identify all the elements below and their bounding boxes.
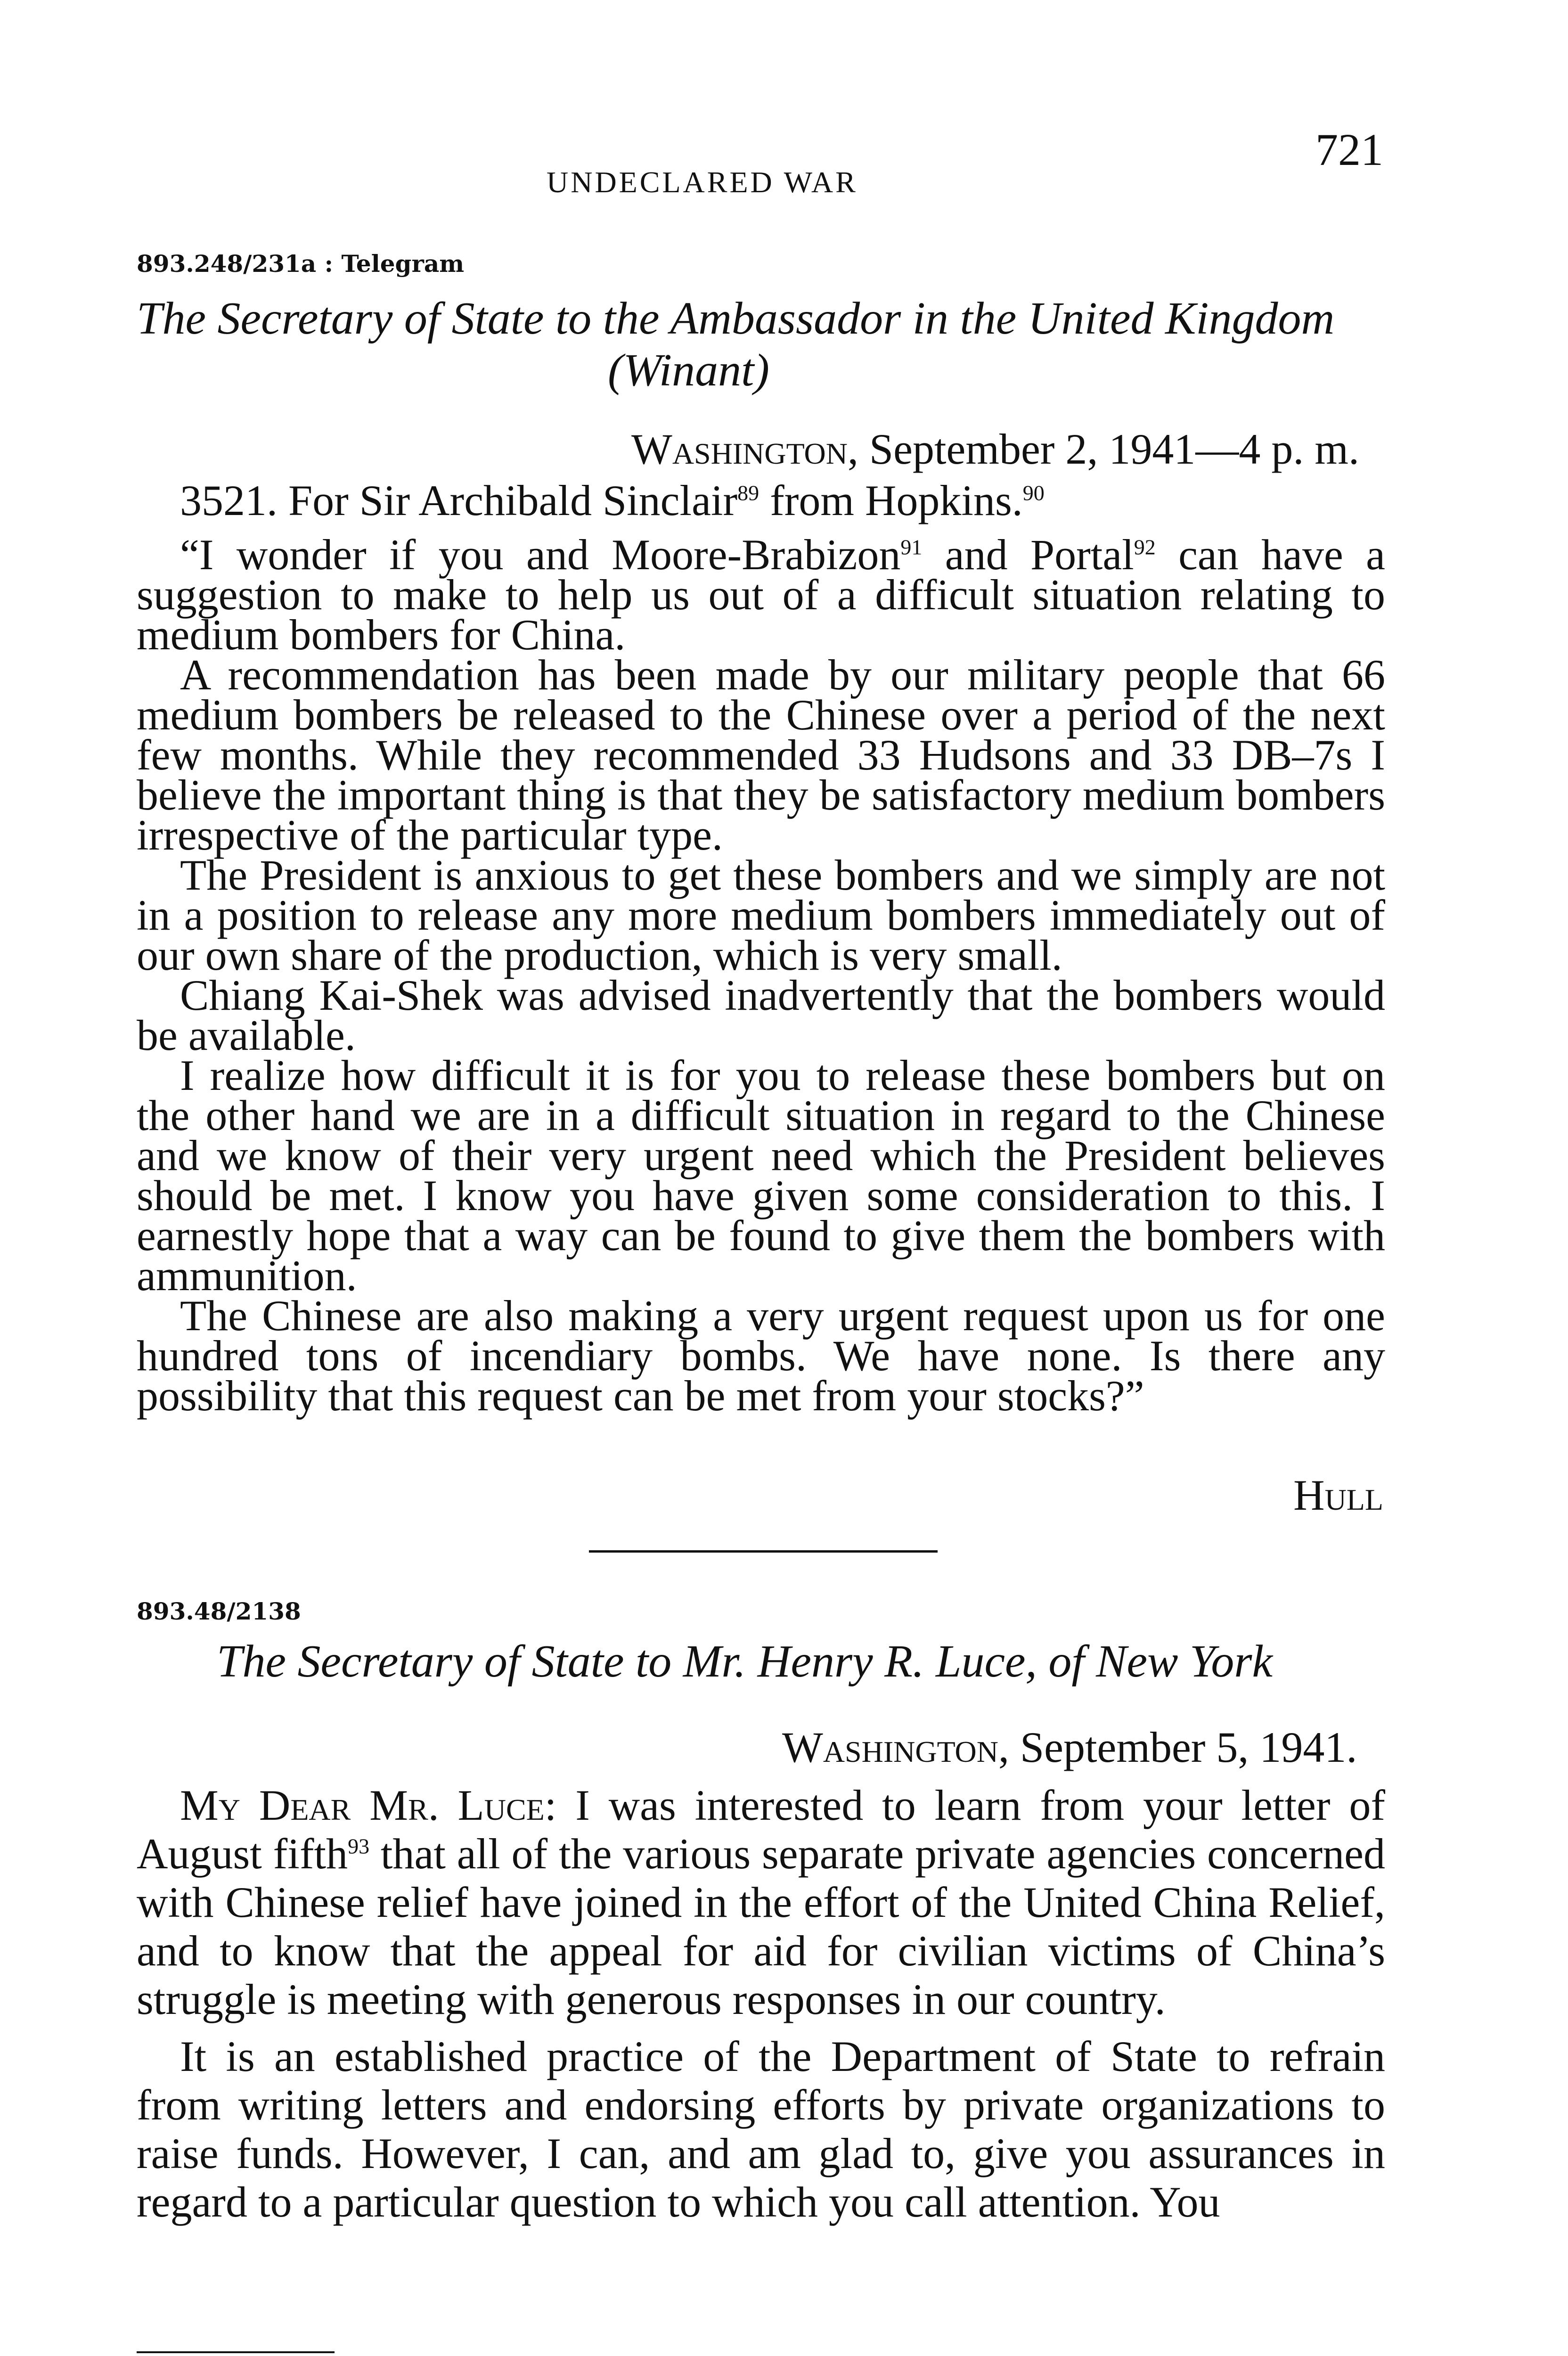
paragraph: The Chinese are also making a very urgent request upon us for one hundred tons of incendiary bombs. We have none. Is there any possibility that this request can be met from your stocks?” xyxy=(137,1292,1385,1420)
text: 3521. For Sir Archibald Sinclair xyxy=(180,476,738,524)
dateline xyxy=(631,424,1359,474)
paragraph: I realize how difficult it is for you to release these bombers but on the other hand we are in a difficult situation in regard to the Chinese and we know of their very urgent need which the President believes should be met. I know you have given some consideration to this. I earnestly hope that a way can be found to give them the bombers with ammunition. xyxy=(137,1051,1385,1300)
text: that all of the various separate private agencies concerned with Chinese relief have joined in the effort of the United China Relief, and to know that the appeal for aid for civilian victims of China’s struggle is meeting with generous responses in our country. xyxy=(137,1830,1385,2023)
footnote-ref: 89 xyxy=(737,481,760,505)
text: and Portal xyxy=(922,531,1134,579)
dateline xyxy=(782,1722,1357,1772)
dateline-place: Washington xyxy=(631,425,848,473)
paragraph: Chiang Kai-Shek was advised inadvertently that the bombers would be available. xyxy=(137,971,1385,1059)
paragraph xyxy=(137,1781,1385,2024)
text: from Hopkins. xyxy=(759,476,1023,524)
paragraph xyxy=(137,531,1385,659)
document-title: The Secretary of State to Mr. Henry R. Luce, of New York xyxy=(217,1636,1273,1687)
section-divider xyxy=(589,1550,938,1553)
page-number: 721 xyxy=(1315,124,1383,175)
dateline-place: Washington xyxy=(782,1723,998,1771)
text: : I was interested to learn from your letter of August fifth xyxy=(137,1781,1385,1878)
paragraph: It is an established practice of the Department of State to refrain from writing letters and endorsing efforts by private organizations to raise funds. However, I can, and am glad to, give you assurances in regard to a particular question to which you call attention. You xyxy=(137,2032,1385,2226)
document-title: The Secretary of State to the Ambassador in the United Kingdom xyxy=(137,293,1335,344)
paragraph: The President is anxious to get these bombers and we simply are not in a position to release any more medium bombers immediately out of our own share of the production, which is very small. xyxy=(137,851,1385,979)
signature: Hull xyxy=(1293,1471,1383,1519)
text: “I wonder if you and Moore-Brabizon xyxy=(180,531,901,579)
telegram-body xyxy=(137,476,1385,1420)
salutation: My Dear Mr. Luce xyxy=(180,1781,545,1829)
dateline-date: , September 5, 1941. xyxy=(998,1723,1357,1771)
footnote-ref: 93 xyxy=(348,1834,370,1858)
file-number: 893.48/2138 xyxy=(137,1597,301,1625)
footnote-ref: 91 xyxy=(900,535,923,559)
dateline-date: , September 2, 1941—4 p. m. xyxy=(848,425,1359,473)
running-title: UNDECLARED WAR xyxy=(547,165,858,199)
footnote-ref: 90 xyxy=(1022,481,1045,505)
footnote-ref: 92 xyxy=(1134,535,1156,559)
paragraph: A recommendation has been made by our military people that 66 medium bombers be released to the Chinese over a period of the next few months. While they recommended 33 Hudsons and 33 DB–7s I believe the important thing is that they be satisfactory medium bombers irrespective of the particular type. xyxy=(137,651,1385,859)
letter-body xyxy=(137,1781,1385,2226)
paragraph xyxy=(137,476,1385,524)
text: can have a suggestion to make to help us out of a difficult situation relating to medium bombers for China. xyxy=(137,531,1385,659)
document-title-addressee: (Winant) xyxy=(608,345,769,396)
footnote-rule xyxy=(137,2351,335,2353)
file-number: 893.248/231a : Telegram xyxy=(137,250,465,278)
